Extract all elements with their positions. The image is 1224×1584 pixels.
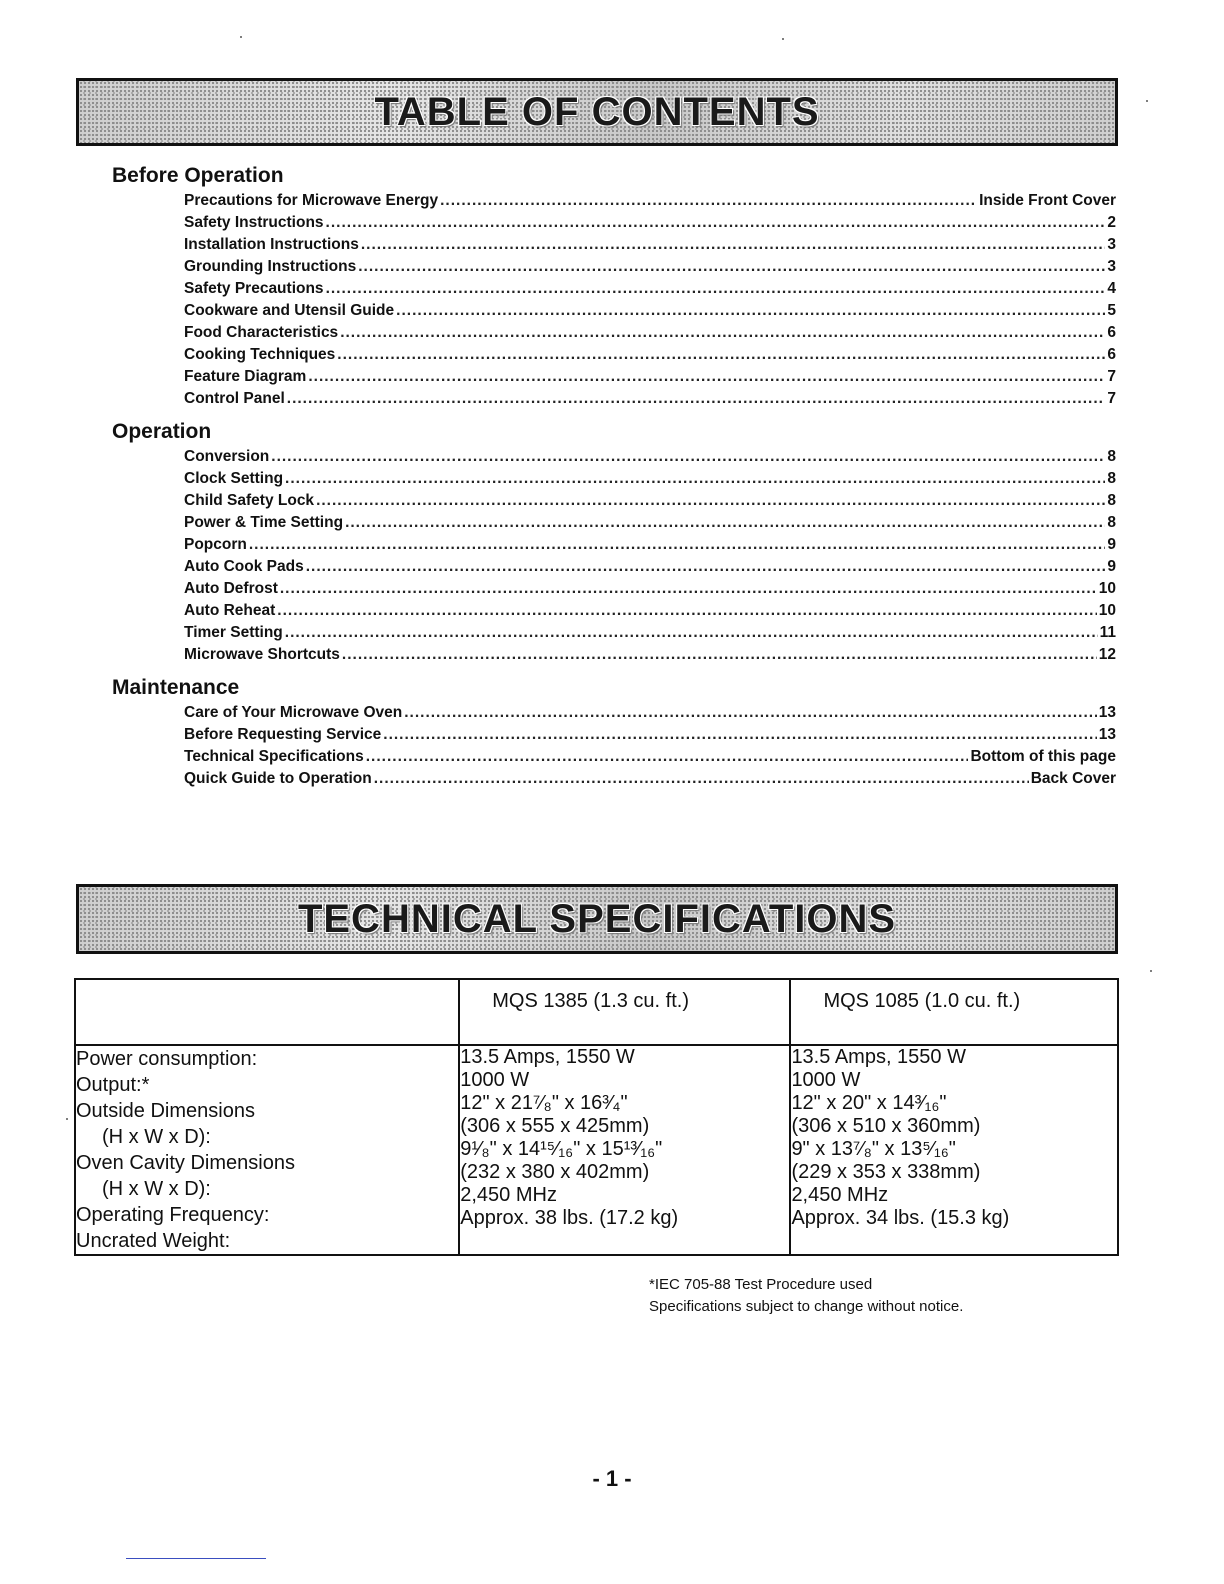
toc-entry-title: Timer Setting xyxy=(184,624,283,641)
dot-leader xyxy=(342,644,1097,666)
toc-entry-title: Control Panel xyxy=(184,390,285,407)
dot-leader xyxy=(374,768,1029,790)
specs-table xyxy=(74,978,1119,1256)
spec-value: (306 x 510 x 360mm) xyxy=(791,1115,981,1137)
specs-header-row xyxy=(75,979,1118,1045)
toc-entry[interactable] xyxy=(184,300,1116,322)
toc-entry-title: Before Requesting Service xyxy=(184,726,382,743)
toc-entry[interactable] xyxy=(184,490,1116,512)
dot-leader xyxy=(440,190,977,212)
model-b-values xyxy=(790,1045,1118,1255)
toc-entry-title: Child Safety Lock xyxy=(184,492,315,509)
toc-entry[interactable] xyxy=(184,212,1116,234)
dot-leader xyxy=(361,234,1106,256)
toc-entry-page: Bottom of this page xyxy=(970,748,1116,765)
scan-edge-line xyxy=(126,1558,266,1559)
model-a-header: MQS 1385 (1.3 cu. ft.) xyxy=(459,979,790,1045)
spec-value: 12" x 20" x 14³⁄₁₆" xyxy=(791,1092,947,1114)
toc-entry[interactable] xyxy=(184,190,1116,212)
toc-entry[interactable] xyxy=(184,578,1116,600)
toc-entry-title: Safety Instructions xyxy=(184,214,324,231)
dot-leader xyxy=(340,322,1105,344)
toc-entry[interactable] xyxy=(184,278,1116,300)
dot-leader xyxy=(280,578,1097,600)
toc-entry-title: Clock Setting xyxy=(184,470,284,487)
model-a-values xyxy=(459,1045,790,1255)
toc-entry-page: 5 xyxy=(1107,302,1116,319)
toc-entry[interactable] xyxy=(184,644,1116,666)
dot-leader xyxy=(249,534,1106,556)
toc-entry[interactable] xyxy=(184,256,1116,278)
toc-entry[interactable] xyxy=(184,512,1116,534)
toc-entry-title: Care of Your Microwave Oven xyxy=(184,704,403,721)
toc-entry-title: Auto Cook Pads xyxy=(184,558,304,575)
toc-entry[interactable] xyxy=(184,622,1116,644)
specs-header-blank xyxy=(75,979,459,1045)
toc-entry[interactable] xyxy=(184,344,1116,366)
toc-entry-title: Auto Reheat xyxy=(184,602,276,619)
toc-entry-page: 8 xyxy=(1107,448,1116,465)
toc-entry-page: 12 xyxy=(1098,646,1116,663)
spec-value: 1000 W xyxy=(791,1069,861,1091)
dot-leader xyxy=(306,556,1106,578)
toc-entry-page: 11 xyxy=(1099,624,1116,641)
toc-entry[interactable] xyxy=(184,234,1116,256)
toc-entry-page: 13 xyxy=(1098,726,1116,743)
toc-entry[interactable] xyxy=(184,468,1116,490)
toc-entry[interactable] xyxy=(184,446,1116,468)
toc-entry-title: Cooking Techniques xyxy=(184,346,336,363)
scan-speck xyxy=(66,1118,68,1120)
toc-entry-title: Auto Defrost xyxy=(184,580,278,597)
table-of-contents xyxy=(112,162,1116,798)
scan-speck xyxy=(782,38,784,40)
dot-leader xyxy=(271,446,1105,468)
toc-entry-title: Conversion xyxy=(184,448,270,465)
scan-speck xyxy=(1150,970,1152,972)
dot-leader xyxy=(358,256,1105,278)
spec-value: 1000 W xyxy=(460,1069,530,1091)
toc-entry-title: Safety Precautions xyxy=(184,280,324,297)
spec-value: 13.5 Amps, 1550 W xyxy=(460,1046,635,1068)
dot-leader xyxy=(277,600,1096,622)
toc-entry-title: Food Characteristics xyxy=(184,324,339,341)
dot-leader xyxy=(326,212,1106,234)
dot-leader xyxy=(404,702,1097,724)
toc-entry-title: Feature Diagram xyxy=(184,368,307,385)
toc-entry-title: Grounding Instructions xyxy=(184,258,357,275)
specs-body-row xyxy=(75,1045,1118,1255)
dot-leader xyxy=(326,278,1106,300)
dot-leader xyxy=(383,724,1096,746)
toc-entry-title: Cookware and Utensil Guide xyxy=(184,302,395,319)
toc-entry[interactable] xyxy=(184,724,1116,746)
toc-entry[interactable] xyxy=(184,746,1116,768)
spec-value: (229 x 353 x 338mm) xyxy=(791,1161,981,1183)
spec-value: (232 x 380 x 402mm) xyxy=(460,1161,650,1183)
spec-value: 2,450 MHz xyxy=(460,1184,557,1206)
toc-entry[interactable] xyxy=(184,600,1116,622)
model-b-header: MQS 1085 (1.0 cu. ft.) xyxy=(790,979,1118,1045)
toc-entry[interactable] xyxy=(184,322,1116,344)
spec-label: Power consumption: xyxy=(76,1048,258,1070)
spec-value: 2,450 MHz xyxy=(791,1184,889,1206)
dot-leader xyxy=(345,512,1105,534)
toc-title: TABLE OF CONTENTS xyxy=(374,89,820,134)
toc-entry-title: Power & Time Setting xyxy=(184,514,344,531)
spec-label: Outside Dimensions xyxy=(76,1100,255,1122)
toc-banner xyxy=(76,78,1118,146)
dot-leader xyxy=(366,746,969,768)
toc-section-heading: Before Operation xyxy=(112,164,284,187)
toc-entry-page: 10 xyxy=(1098,580,1116,597)
specs-title: TECHNICAL SPECIFICATIONS xyxy=(297,896,897,941)
footnote-change-notice: Specifications subject to change without notice. xyxy=(649,1298,964,1315)
dot-leader xyxy=(337,344,1105,366)
toc-entry-page: 8 xyxy=(1107,514,1116,531)
spec-value: 13.5 Amps, 1550 W xyxy=(791,1046,966,1068)
dot-leader xyxy=(287,388,1106,410)
toc-entry-page: 7 xyxy=(1107,390,1116,407)
scan-speck xyxy=(240,36,242,38)
spec-label: (H x W x D): xyxy=(102,1178,211,1200)
toc-entry-page: 2 xyxy=(1107,214,1116,231)
toc-entry-page: 8 xyxy=(1107,492,1116,509)
toc-entry-page: Back Cover xyxy=(1030,770,1116,787)
dot-leader xyxy=(308,366,1105,388)
toc-section xyxy=(112,674,1116,790)
spec-label: Uncrated Weight: xyxy=(76,1230,231,1252)
specs-banner xyxy=(76,884,1118,954)
toc-section xyxy=(112,162,1116,410)
toc-entry-title: Precautions for Microwave Energy xyxy=(184,192,439,209)
spec-label: Oven Cavity Dimensions xyxy=(76,1152,295,1174)
toc-entry[interactable] xyxy=(184,366,1116,388)
toc-section xyxy=(112,418,1116,666)
spec-label: (H x W x D): xyxy=(102,1126,211,1148)
toc-entry-page: 9 xyxy=(1107,536,1116,553)
toc-entry-page: 10 xyxy=(1098,602,1116,619)
toc-entry-page: 8 xyxy=(1107,470,1116,487)
toc-entry[interactable] xyxy=(184,534,1116,556)
footnote-test-procedure: *IEC 705-88 Test Procedure used xyxy=(649,1276,873,1293)
spec-value: (306 x 555 x 425mm) xyxy=(460,1115,650,1137)
toc-entry[interactable] xyxy=(184,768,1116,790)
spec-value: 12" x 21⁷⁄₈" x 16³⁄₄" xyxy=(460,1092,628,1114)
toc-section-heading: Maintenance xyxy=(112,676,240,699)
toc-entry-title: Popcorn xyxy=(184,536,247,553)
spec-label: Operating Frequency: xyxy=(76,1204,270,1226)
dot-leader xyxy=(285,468,1105,490)
dot-leader xyxy=(316,490,1105,512)
dot-leader xyxy=(285,622,1098,644)
spec-label: Output:* xyxy=(76,1074,150,1096)
toc-entry-page: Inside Front Cover xyxy=(979,192,1116,209)
toc-entry-title: Technical Specifications xyxy=(184,748,364,765)
toc-entry[interactable] xyxy=(184,388,1116,410)
spec-value: Approx. 38 lbs. (17.2 kg) xyxy=(460,1207,679,1229)
spec-value: Approx. 34 lbs. (15.3 kg) xyxy=(791,1207,1010,1229)
page-number: - 1 - xyxy=(592,1466,632,1491)
toc-entry-page: 7 xyxy=(1107,368,1116,385)
toc-entry[interactable] xyxy=(184,702,1116,724)
toc-entry-page: 13 xyxy=(1098,704,1116,721)
spec-value: 9¹⁄₈" x 14¹⁵⁄₁₆" x 15¹³⁄₁₆" xyxy=(460,1138,663,1160)
toc-entry-title: Quick Guide to Operation xyxy=(184,770,372,787)
toc-entry-page: 6 xyxy=(1107,346,1116,363)
dot-leader xyxy=(396,300,1105,322)
toc-entry-title: Installation Instructions xyxy=(184,236,359,253)
specs-footnote xyxy=(649,1274,963,1318)
toc-entry-page: 4 xyxy=(1107,280,1116,297)
toc-entry-page: 9 xyxy=(1107,558,1116,575)
scan-speck xyxy=(1146,100,1148,102)
toc-entry-title: Microwave Shortcuts xyxy=(184,646,340,663)
toc-entry-page: 6 xyxy=(1107,324,1116,341)
toc-entry-page: 3 xyxy=(1107,258,1116,275)
toc-section-heading: Operation xyxy=(112,420,212,443)
toc-entry-page: 3 xyxy=(1107,236,1116,253)
spec-value: 9" x 13⁷⁄₈" x 13⁵⁄₁₆" xyxy=(791,1138,956,1160)
specs-labels xyxy=(75,1045,459,1255)
toc-entry[interactable] xyxy=(184,556,1116,578)
